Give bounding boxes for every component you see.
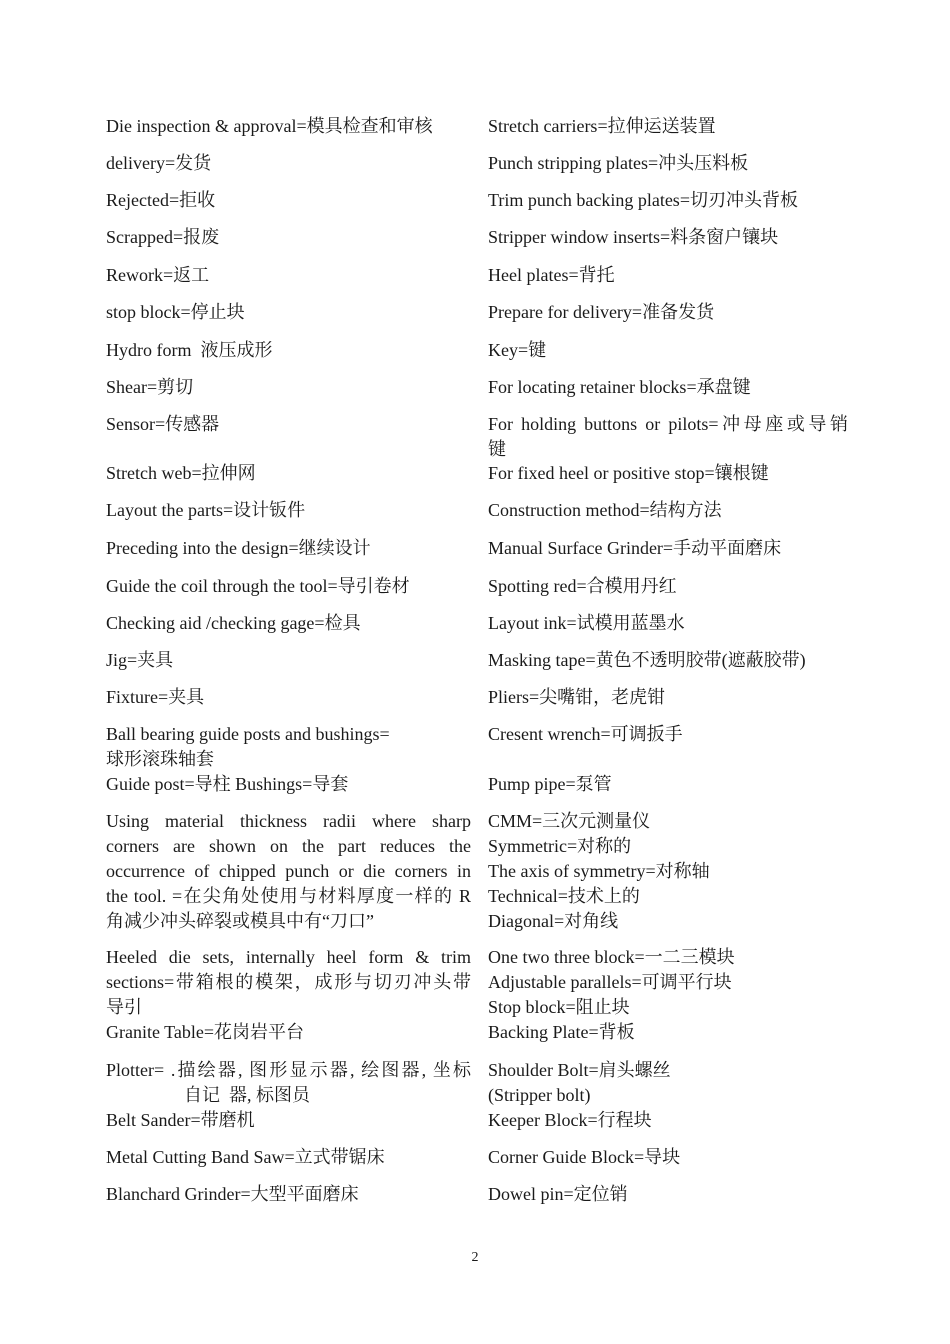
glossary-term-right: Heel plates=背托 bbox=[488, 265, 615, 285]
glossary-term-right: Cresent wrench=可调扳手 bbox=[488, 724, 683, 744]
glossary-term-left: Jig=夹具 bbox=[106, 650, 174, 670]
glossary-term-right: Key=键 bbox=[488, 340, 547, 360]
glossary-term-right: Prepare for delivery=准备发货 bbox=[488, 302, 715, 322]
glossary-term-left: delivery=发货 bbox=[106, 153, 212, 173]
glossary-term-right: For holding buttons or pilots=冲母座或导销 键 bbox=[488, 414, 848, 459]
glossary-term-left: Layout the parts=设计钣件 bbox=[106, 500, 306, 520]
glossary-term-right: Stripper window inserts=料条窗户镶块 bbox=[488, 227, 779, 247]
glossary-term-left: Hydro form 液压成形 bbox=[106, 340, 273, 360]
glossary-term-left: Scrapped=报废 bbox=[106, 227, 220, 247]
glossary-term-left: Rework=返工 bbox=[106, 265, 210, 285]
glossary-term-right: Stretch carriers=拉伸运送装置 bbox=[488, 116, 716, 136]
glossary-term-right: Dowel pin=定位销 bbox=[488, 1184, 628, 1204]
glossary-term-right: Manual Surface Grinder=手动平面磨床 bbox=[488, 538, 782, 558]
glossary-term-left: Metal Cutting Band Saw=立式带锯床 bbox=[106, 1147, 385, 1167]
glossary-term-right: Punch stripping plates=冲头压料板 bbox=[488, 153, 749, 173]
page-number: 2 bbox=[471, 1250, 479, 1265]
glossary-term-left: Fixture=夹具 bbox=[106, 687, 205, 707]
glossary-term-left: Heeled die sets, internally heel form & trim sections=带箱根的模架，成形与切刃冲头带 导引 Granite Table=花岗岩平台 bbox=[106, 947, 471, 1042]
glossary-term-right: One two three block=一二三模块 Adjustable parallels=可调平行块 Stop block=阻止块 Backing Plate=背板 bbox=[488, 947, 735, 1042]
glossary-term-left: Shear=剪切 bbox=[106, 377, 194, 397]
glossary-term-left: Blanchard Grinder=大型平面磨床 bbox=[106, 1184, 359, 1204]
glossary-term-left: Using material thickness radii where sharp corners are shown on the part reduces the occurrence of chipped punch or die corners in the tool. =在尖角处使用与材料厚度一样的 R 角减少冲头碎裂或模具中有“刀口” bbox=[106, 811, 471, 931]
glossary-term-right: Shoulder Bolt=肩头螺丝 (Stripper bolt) Keeper Block=行程块 bbox=[488, 1060, 671, 1130]
glossary-term-right: Corner Guide Block=导块 bbox=[488, 1147, 681, 1167]
glossary-term-right: CMM=三次元测量仪 Symmetric=对称的 The axis of symmetry=对称轴 Technical=技术上的 Diagonal=对角线 bbox=[488, 811, 710, 931]
glossary-term-left: Stretch web=拉伸网 bbox=[106, 463, 256, 483]
glossary-term-left: Preceding into the design=继续设计 bbox=[106, 538, 371, 558]
glossary-term-left: Die inspection & approval=模具检查和审核 bbox=[106, 116, 433, 136]
glossary-term-left: Rejected=拒收 bbox=[106, 190, 216, 210]
glossary-term-right: Trim punch backing plates=切刃冲头背板 bbox=[488, 190, 798, 210]
glossary-term-right: For fixed heel or positive stop=镶根键 bbox=[488, 463, 769, 483]
glossary-term-right: Layout ink=试模用蓝墨水 bbox=[488, 613, 685, 633]
glossary-term-left: Guide the coil through the tool=导引卷材 bbox=[106, 576, 410, 596]
glossary-term-right: For locating retainer blocks=承盘键 bbox=[488, 377, 751, 397]
glossary-term-right: Pump pipe=泵管 bbox=[488, 774, 612, 794]
glossary-term-right: Construction method=结构方法 bbox=[488, 500, 722, 520]
glossary-term-left: Ball bearing guide posts and bushings= 球形滚珠轴套 bbox=[106, 724, 390, 769]
glossary-term-right: Spotting red=合模用丹红 bbox=[488, 576, 677, 596]
glossary-term-left: Checking aid /checking gage=检具 bbox=[106, 613, 361, 633]
glossary-term-left: Plotter= .描绘器, 图形显示器, 绘图器, 坐标 自记 器, 标图员 Belt Sander=带磨机 bbox=[106, 1060, 471, 1130]
glossary-term-left: Guide post=导柱 Bushings=导套 bbox=[106, 774, 349, 794]
glossary-term-left: stop block=停止块 bbox=[106, 302, 245, 322]
glossary-term-right: Masking tape=黄色不透明胶带(遮蔽胶带) bbox=[488, 650, 806, 670]
glossary-term-right: Pliers=尖嘴钳，老虎钳 bbox=[488, 687, 666, 707]
glossary-term-left: Sensor=传感器 bbox=[106, 414, 220, 434]
